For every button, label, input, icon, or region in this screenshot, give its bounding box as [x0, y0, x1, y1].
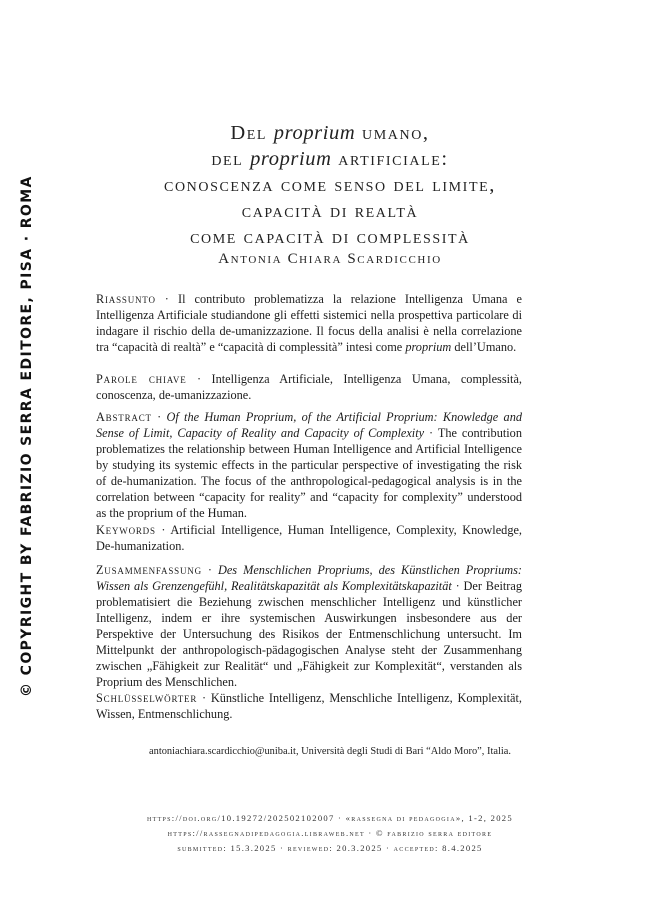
riassunto-text: Il contributo problematizza la relazione Intelligenza Umana e Intelligenza Artificiale studiandone gli effetti sistemici nella prospettiva particolare di indagare il rischio della de-umanizzazione. Il focus della analisi è nella correlazione tra “capacità di realtà” e “capacità di complessità” intesi come: [96, 292, 522, 354]
zusammenfassung-label: Zusammenfassung: [96, 563, 202, 577]
title-emphasis: proprium: [273, 122, 356, 144]
title-line-4: capacità di realtà: [241, 200, 419, 222]
doi-line: https://doi.org/10.19272/202502102007 · «rassegna di pedagogia», 1-2, 2025: [146, 813, 514, 823]
zusammenfassung-text: Der Beitrag problematisiert die Beziehung zwischen menschlicher Intelligenz und künstlicher Intelligenz, indem er ihre systemischen Auswirkungen insbesondere aus der Perspektive der Untersuchung des Risikos der Entmenschlichung untersucht. Im Mittelpunkt der anthropologisch-pädagogischen Analyse steht der Zusammenhang zwischen „Fähigkeit zur Realität“ und „Fähigkeit zur Komplexität“, verstanden als Proprium des Menschlichen.: [96, 579, 522, 689]
title-text: Del: [230, 122, 274, 144]
title-line-1: [70, 120, 590, 146]
copyright-notice: © COPYRIGHT BY FABRIZIO SERRA EDITORE, PISA · ROMA: [19, 175, 35, 697]
abstract-text: The contribution problematizes the relationship between Human Intelligence and Artificial Intelligence by studying its systemic effects in the particular perspective of investigating the risk of de-humanization. The focus of the anthropological-pedagogical analysis is in the correlation between “capacity for reality” and “capacity for complexity” understood as the proprium of the Human.: [96, 426, 522, 520]
schluesselwoerter-text: Künstliche Intelligenz, Menschliche Intelligenz, Komplexität, Wissen, Entmenschlichung.: [96, 691, 522, 721]
title-line-2: [70, 146, 590, 172]
riassunto-tail: dell’Umano.: [451, 340, 517, 354]
title-text: del: [211, 148, 251, 170]
author-name: Antonia Chiara Scardicchio: [218, 251, 442, 267]
abstract-label: Abstract: [96, 410, 152, 424]
keywords-section: Keywords · Artificial Intelligence, Human Intelligence, Complexity, Knowledge, De-humanization.: [96, 523, 522, 553]
zusammenfassung-title: Des Menschlichen Propriums, des Künstlichen Propriums: Wissen als Grenzengefühl, Realitätskapazität als Komplexitätskapazität: [96, 563, 522, 593]
title-line-3: conoscenza come senso del limite,: [164, 174, 496, 196]
abstract-section: Abstract · Of the Human Proprium, of the Artificial Proprium: Knowledge and Sense of Limit, Capacity of Reality and Capacity of Complexity · The contribution problematizes the relationship between Human Intelligence and Artificial Intelligence by studying its systemic effects in the particular perspective of investigating the risk of de-humanization. The focus of the anthropological-pedagogical analysis is in the correlation between “capacity for reality” and “capacity for complexity” understood as the proprium of the Human.: [96, 410, 522, 520]
keywords-label: Keywords: [96, 523, 156, 537]
dates-line: submitted: 15.3.2025 · reviewed: 20.3.2025 · accepted: 8.4.2025: [177, 843, 483, 853]
parole-chiave-section: Parole chiave · Intelligenza Artificiale, Intelligenza Umana, complessità, conoscenza, de-umanizzazione.: [96, 372, 522, 402]
riassunto-emphasis: proprium: [405, 340, 452, 354]
website-line: https://rassegnadipedagogia.libraweb.net · © fabrizio serra editore: [167, 828, 493, 838]
title-text: artificiale:: [331, 148, 449, 170]
title-text: umano,: [355, 122, 430, 144]
abstract-title: Of the Human Proprium, of the Artificial Proprium: Knowledge and Sense of Limit, Capacity of Reality and Capacity of Complexity: [96, 410, 522, 440]
zusammenfassung-section: Zusammenfassung · Des Menschlichen Propriums, des Künstlichen Propriums: Wissen als Grenzengefühl, Realitätskapazität als Komplexitätskapazität · Der Beitrag problematisiert die Beziehung zwischen menschlicher Intelligenz und künstlicher Intelligenz, indem er ihre systemischen Auswirkungen insbesondere aus der Perspektive der Untersuchung des Risikos der Entmenschlichung untersucht. Im Mittelpunkt der anthropologisch-pädagogischen Analyse steht der Zusammenhang zwischen „Fähigkeit zur Realität“ und „Fähigkeit zur Komplexität“, verstanden als Proprium des Menschlichen.: [96, 563, 522, 689]
riassunto-section: Riassunto · Il contributo problematizza la relazione Intelligenza Umana e Intelligenza Artificiale studiandone gli effetti sistemici nella prospettiva particolare di indagare il rischio della de-umanizzazione. Il focus della analisi è nella correlazione tra “capacità di realtà” e “capacità di complessità” intesi come proprium dell’Umano.: [96, 292, 522, 354]
riassunto-label: Riassunto: [96, 292, 156, 306]
schluesselwoerter-section: Schlüsselwörter · Künstliche Intelligenz, Menschliche Intelligenz, Komplexität, Wissen, Entmenschlichung.: [96, 691, 522, 721]
title-line-5: come capacità di complessità: [190, 226, 470, 248]
schluesselwoerter-label: Schlüsselwörter: [96, 691, 198, 705]
keywords-text: Artificial Intelligence, Human Intelligence, Complexity, Knowledge, De-humanization.: [96, 523, 522, 553]
article-title: [70, 120, 590, 250]
parole-chiave-label: Parole chiave: [96, 372, 187, 386]
title-emphasis: proprium: [250, 148, 332, 170]
author-affiliation: antoniachiara.scardicchio@uniba.it, Università degli Studi di Bari “Aldo Moro”, Italia.: [149, 746, 511, 757]
parole-chiave-text: Intelligenza Artificiale, Intelligenza Umana, complessità, conoscenza, de-umanizzazione.: [96, 372, 522, 402]
